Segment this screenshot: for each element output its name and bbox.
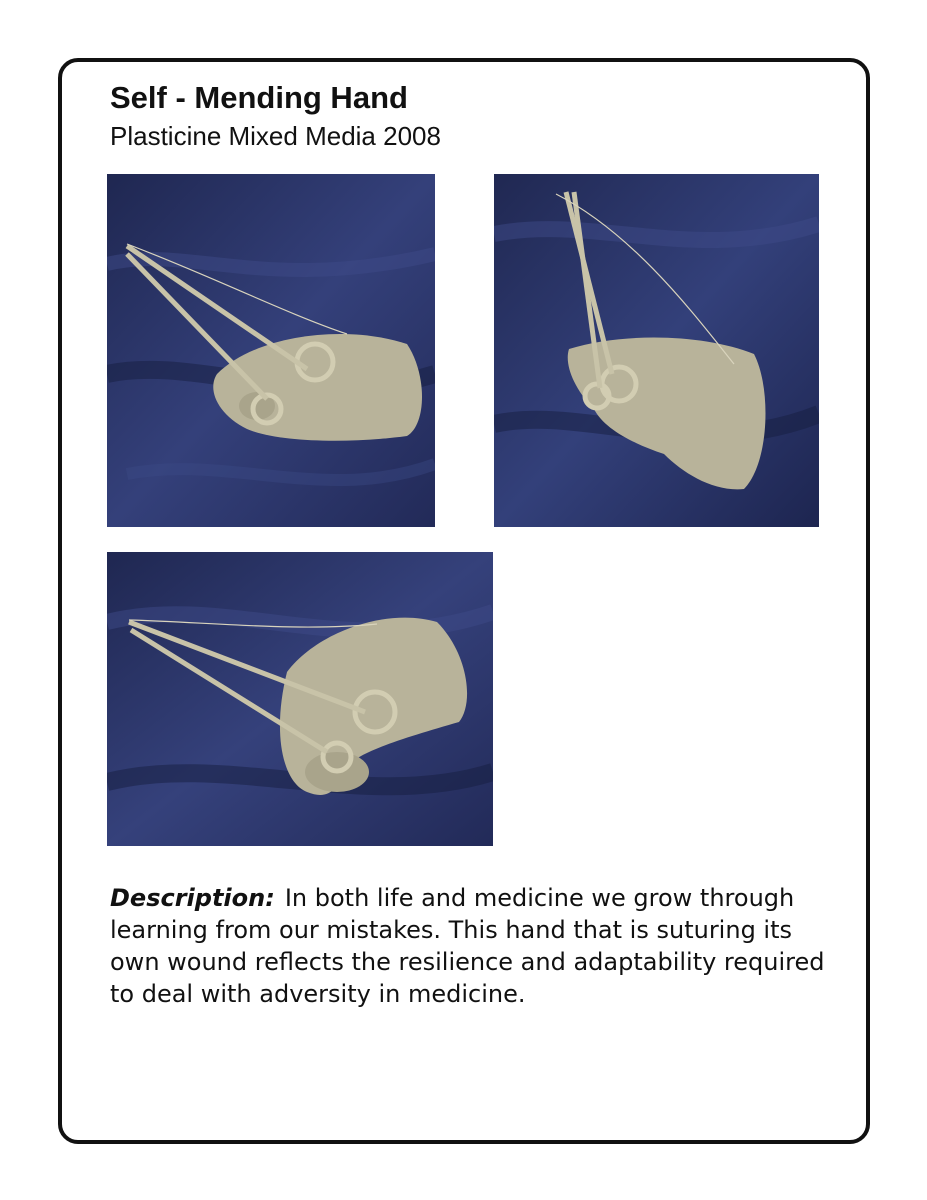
description — [110, 882, 830, 1010]
description-text: In both life and medicine we grow through learning from our mistakes. This hand that is suturing its own wound reflects the resilience and adaptability required to deal with adversity in medicine. — [110, 884, 825, 1008]
photo-3-image — [107, 552, 493, 846]
photo-hand-suturing-view-2 — [494, 174, 819, 527]
description-label: Description: — [110, 884, 275, 912]
photo-hand-suturing-view-1 — [107, 174, 435, 527]
artwork-title: Self - Mending Hand — [110, 80, 408, 115]
photo-1-image — [107, 174, 435, 527]
artwork-subtitle: Plasticine Mixed Media 2008 — [110, 121, 441, 151]
photo-2-image — [494, 174, 819, 527]
photo-hand-suturing-view-3 — [107, 552, 493, 846]
